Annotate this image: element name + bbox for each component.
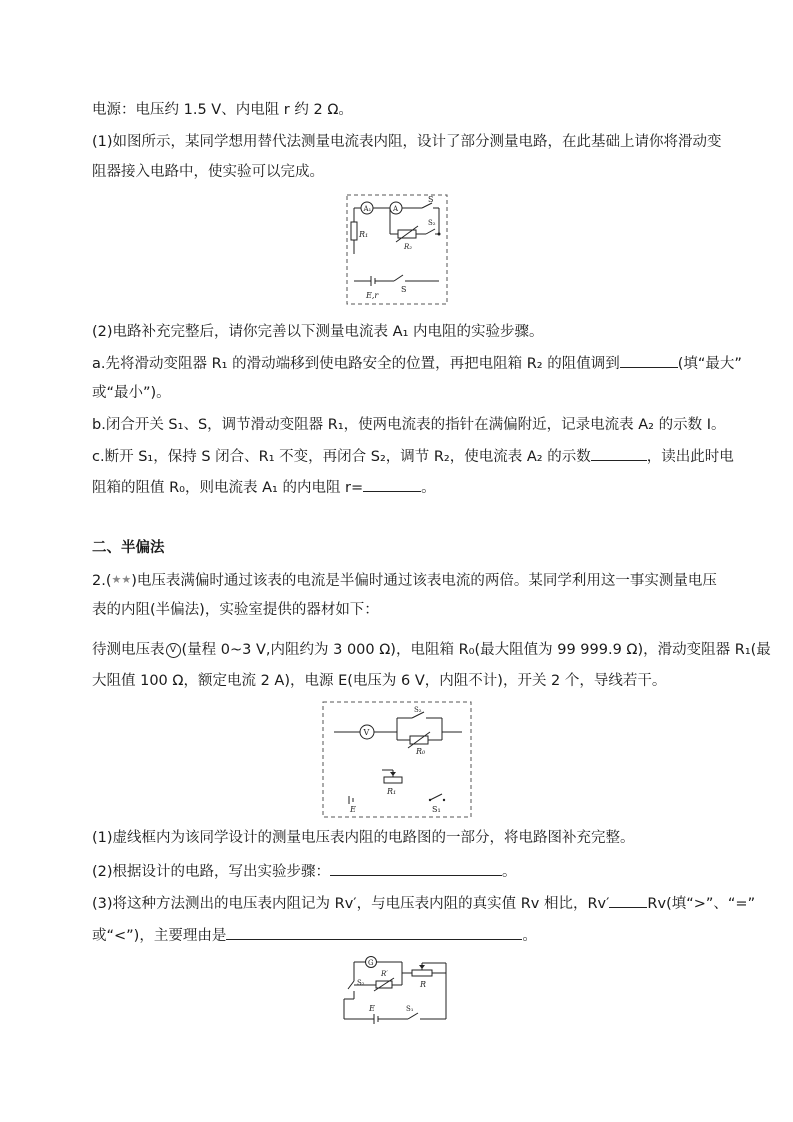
r2-label: R₂ xyxy=(404,243,413,251)
a1-label: A₁ xyxy=(363,205,372,213)
q2-part3: (3)将这种方法测出的电压表内阻记为 Rv′，与电压表内阻的真实值 Rv 相比，Rv′ Rv(填“>”、“=” xyxy=(92,893,755,914)
answer-blank-c2[interactable] xyxy=(363,477,421,492)
rprime-label: R′ xyxy=(381,970,388,978)
s2-label-fig2: S₂ xyxy=(414,706,422,714)
s1-label-fig2: S₁ xyxy=(432,805,441,814)
emf-label: E,r xyxy=(366,291,379,300)
circuit-figure-2 xyxy=(322,700,474,824)
s1-label-fig3: S₁ xyxy=(406,1005,414,1013)
q1-step-b: b.闭合开关 S₁、S，调节滑动变阻器 R₁，使两电流表的指针在满偏附近，记录电流表 A₂ 的示数 I。 xyxy=(92,417,726,433)
r1-label: R₁ xyxy=(359,230,369,239)
r1-label-fig2: R₁ xyxy=(387,787,397,796)
s1-label: S xyxy=(428,195,434,204)
e-label: E xyxy=(350,805,356,814)
answer-blank-reason[interactable] xyxy=(226,925,522,940)
section-heading: 二、半偏法 xyxy=(92,540,165,556)
q2-line2: 表的内阻(半偏法)，实验室提供的器材如下： xyxy=(92,602,379,618)
e-label-fig3: E xyxy=(369,1004,375,1013)
a2-label: A xyxy=(393,205,399,213)
q1-step-c-line2: 阻箱的阻值 R₀，则电流表 A₁ 的内电阻 r= 。 xyxy=(92,477,436,498)
q2-line4: 大阻值 100 Ω，额定电流 2 A)，电源 E(电压为 6 V，内阻不计)，开关 2 个，导线若干。 xyxy=(92,673,667,689)
answer-blank-steps[interactable] xyxy=(330,861,502,876)
q1-step-a: a.先将滑动变阻器 R₁ 的滑动端移到使电路安全的位置，再把电阻箱 R₂ 的阻值调到 (填“最大” xyxy=(92,353,742,374)
q1-step-a-line2: 或“最小”)。 xyxy=(92,385,171,401)
q1-step-c: c.断开 S₁，保持 S 闭合、R₁ 不变，再闭合 S₂，调节 R₂，使电流表 A₂ 的示数 ，读出此时电 xyxy=(92,446,734,467)
q2-part2: (2)根据设计的电路，写出实验步骤： 。 xyxy=(92,861,517,882)
q2-part3-line2: 或“<”)，主要理由是 。 xyxy=(92,925,537,946)
q1-part1-line2: 阻器接入电路中，使实验可以完成。 xyxy=(92,164,324,180)
q2-part1: (1)虚线框内为该同学设计的测量电压表内阻的电路图的一部分，将电路图补充完整。 xyxy=(92,830,635,846)
circuit-figure-1 xyxy=(346,194,448,310)
r-label-fig3: R xyxy=(420,980,427,989)
s-label: S xyxy=(401,285,407,294)
circuit-figure-3 xyxy=(340,955,452,1029)
difficulty-star-icon: ★★ xyxy=(111,573,132,586)
q2-line3: 待测电压表 V (量程 0~3 V,内阻约为 3 000 Ω)，电阻箱 R₀(最大阻值为 99 999.9 Ω)，滑动变阻器 R₁(最 xyxy=(92,642,771,658)
s2-label-fig3: S₂ xyxy=(357,979,365,987)
r0-label: R₀ xyxy=(416,747,426,756)
answer-blank-c1[interactable] xyxy=(591,446,647,461)
g-label: G xyxy=(368,959,374,967)
q1-part1-line1: (1)如图所示，某同学想用替代法测量电流表内阻，设计了部分测量电路，在此基础上请你将滑动变 xyxy=(92,134,722,150)
q1-part2-line: (2)电路补充完整后，请你完善以下测量电流表 A₁ 内电阻的实验步骤。 xyxy=(92,324,544,340)
answer-blank-compare[interactable] xyxy=(609,893,647,908)
v-label: V xyxy=(363,728,370,737)
s2-label: S₂ xyxy=(428,219,436,227)
voltmeter-icon: V xyxy=(166,643,181,658)
q2-line1: 2.(★★)电压表满偏时通过该表的电流是半偏时通过该表电流的两倍。某同学利用这一事实测量电压 xyxy=(92,570,717,591)
power-supply-line: 电源：电压约 1.5 V、内电阻 r 约 2 Ω。 xyxy=(92,102,353,118)
answer-blank-a[interactable] xyxy=(620,353,678,368)
